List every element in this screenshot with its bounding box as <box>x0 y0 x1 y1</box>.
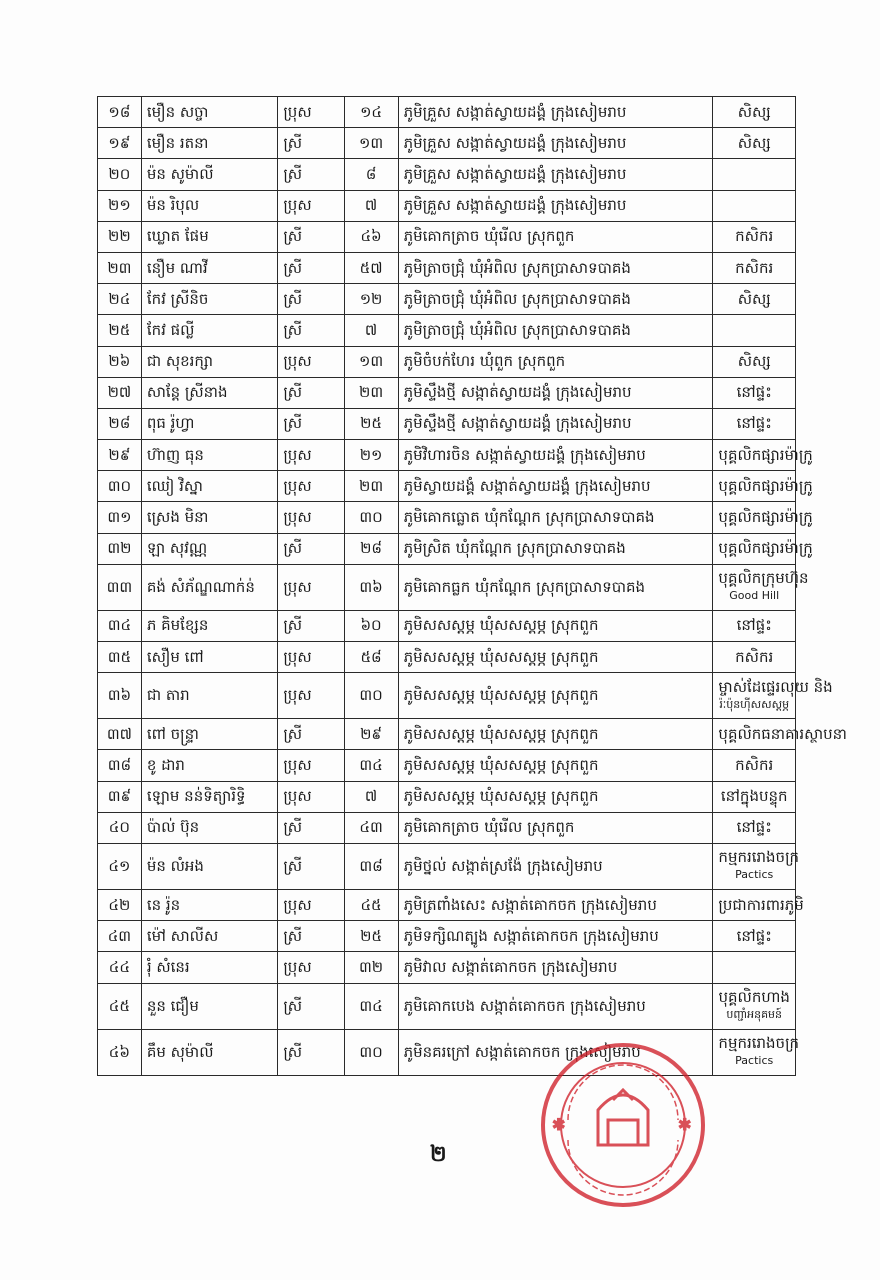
row-number-cell: ៣១ <box>98 502 142 533</box>
participant-table <box>97 96 847 1076</box>
occupation-cell <box>713 97 796 128</box>
name-cell: ស្រេង មិនា <box>141 502 278 533</box>
table-row <box>98 719 796 750</box>
row-number-cell: ៤៤ <box>98 952 142 983</box>
stamp-star-right: ✱ <box>678 1115 692 1134</box>
age-cell: ១២ <box>344 284 398 315</box>
name-cell: ប៉ាល់ ប៊ុន <box>141 812 278 843</box>
occupation-line: រ៉ៈប៉ុនហ៊ីសសស្តម្ភ <box>719 697 790 711</box>
name-cell: រុំ សំនេរ <box>141 952 278 983</box>
row-number-cell: ៣២ <box>98 533 142 564</box>
name-cell: គង់ សំភ័ណ្ឌណាក់ន់ <box>141 564 278 610</box>
table-row <box>98 97 796 128</box>
table-row <box>98 252 796 283</box>
occupation-line: ម្ចាស់ដែផ្ទេរលុយ និង <box>718 677 833 696</box>
table-row <box>98 128 796 159</box>
address-cell: ភូមិគោកត្រាច ឃុំរើល ស្រុកពួក <box>398 221 713 252</box>
row-number-cell: ៣៥ <box>98 642 142 673</box>
occupation-cell <box>713 719 847 750</box>
occupation-line: សិស្ស <box>737 133 771 152</box>
occupation-cell <box>713 128 796 159</box>
address-cell: ភូមិសសស្តម្ភ ឃុំសសស្តម្ភ ស្រុកពួក <box>398 642 713 673</box>
occupation-line: Good Hill <box>729 589 780 603</box>
occupation-cell <box>713 889 804 920</box>
official-stamp <box>538 1040 708 1210</box>
sex-cell: ស្រី <box>278 610 344 641</box>
occupation-line: បញ្ជាំអនុគមន៍ <box>726 1008 783 1021</box>
table-row <box>98 843 796 889</box>
occupation-cell <box>713 502 813 533</box>
table-row <box>98 781 796 812</box>
name-cell: កែវ ផល្លី <box>141 315 278 346</box>
occupation-cell <box>713 983 796 1029</box>
table-row <box>98 921 796 952</box>
occupation-line: ប្រជាការពារភូមិ <box>718 895 804 914</box>
address-cell: ភូមិគោកធ្លោត ឃុំកណ្តែក ស្រុកប្រាសាទបាគង <box>398 502 713 533</box>
name-cell: ម៉ន លំអង <box>141 843 278 889</box>
address-cell: ភូមិនគរក្រៅ សង្កាត់គោកចក ក្រុងសៀមរាប <box>398 1029 713 1075</box>
name-cell: ឈៀ វិស្នា <box>141 471 278 502</box>
age-cell: ៦០ <box>344 610 398 641</box>
sex-cell: ប្រុស <box>278 190 344 221</box>
table-row <box>98 533 796 564</box>
table-row <box>98 642 796 673</box>
sex-cell: ស្រី <box>278 719 344 750</box>
occupation-line: កសិករ <box>735 647 774 666</box>
name-cell: មឿន រតនា <box>141 128 278 159</box>
occupation-cell <box>713 377 796 408</box>
table-row <box>98 983 796 1029</box>
age-cell: ៣២ <box>344 952 398 983</box>
age-cell: ២៣ <box>344 471 398 502</box>
table-row <box>98 673 796 719</box>
address-cell: ភូមិចំបក់ហែរ ឃុំពួក ស្រុកពួក <box>398 346 713 377</box>
table-row <box>98 190 796 221</box>
sex-cell: ស្រី <box>278 983 344 1029</box>
age-cell: ៨ <box>344 159 398 190</box>
age-cell: ៤៥ <box>344 889 398 920</box>
address-cell: ភូមិថ្នល់ សង្កាត់ស្រង៉ែ ក្រុងសៀមរាប <box>398 843 713 889</box>
table-row <box>98 471 796 502</box>
name-cell: គឹម សុម៉ាលី <box>141 1029 278 1075</box>
row-number-cell: ៤៣ <box>98 921 142 952</box>
address-cell: ភូមិសសស្តម្ភ ឃុំសសស្តម្ភ ស្រុកពួក <box>398 719 713 750</box>
row-number-cell: ៣០ <box>98 471 142 502</box>
occupation-cell <box>713 221 796 252</box>
occupation-cell <box>713 284 796 315</box>
name-cell: នេ រ៉ូន <box>141 889 278 920</box>
row-number-cell: ២៩ <box>98 440 142 471</box>
sex-cell: ស្រី <box>278 408 344 439</box>
occupation-line: នៅផ្ទះ <box>736 383 772 402</box>
table-row <box>98 440 796 471</box>
table-row <box>98 812 796 843</box>
occupation-line: សិស្ស <box>737 352 771 371</box>
sex-cell: ប្រុស <box>278 97 344 128</box>
occupation-line: កម្មកររោងចក្រ <box>718 1034 800 1052</box>
row-number-cell: ២៨ <box>98 408 142 439</box>
name-cell: ខូ ដារា <box>141 750 278 781</box>
address-cell: ភូមិសសស្តម្ភ ឃុំសសស្តម្ភ ស្រុកពួក <box>398 781 713 812</box>
row-number-cell: ៣៦ <box>98 673 142 719</box>
sex-cell: ប្រុស <box>278 564 344 610</box>
stamp-inner-ring <box>561 1063 685 1187</box>
name-cell: សឿម ពៅ <box>141 642 278 673</box>
occupation-line: Pactics <box>735 868 774 882</box>
sex-cell: ស្រី <box>278 221 344 252</box>
occupation-cell <box>713 564 809 610</box>
row-number-cell: ១៩ <box>98 128 142 159</box>
address-cell: ភូមិគោកធ្លក ឃុំកណ្តែក ស្រុកប្រាសាទបាគង <box>398 564 713 610</box>
occupation-cell <box>713 952 796 983</box>
occupation-line: បុគ្គលិកក្រុមហ៊ុន <box>718 569 809 588</box>
occupation-cell <box>713 252 796 283</box>
table-row <box>98 502 796 533</box>
occupation-cell <box>713 610 796 641</box>
sex-cell: ស្រី <box>278 1029 344 1075</box>
name-cell: កែវ ស្រីនិច <box>141 284 278 315</box>
occupation-cell <box>713 471 813 502</box>
age-cell: ៧ <box>344 781 398 812</box>
table-row <box>98 284 796 315</box>
occupation-line: កសិករ <box>735 258 774 277</box>
age-cell: ២១ <box>344 440 398 471</box>
sex-cell: ស្រី <box>278 159 344 190</box>
sex-cell: ស្រី <box>278 843 344 889</box>
row-number-cell: ២២ <box>98 221 142 252</box>
name-cell: ម៉ន សូម៉ាលី <box>141 159 278 190</box>
name-cell: ម៉ៅ សាលីស <box>141 921 278 952</box>
sex-cell: ប្រុស <box>278 781 344 812</box>
address-cell: ភូមិត្រពាំងសេះ សង្កាត់គោកចក ក្រុងសៀមរាប <box>398 889 713 920</box>
age-cell: ៥៨ <box>344 642 398 673</box>
sex-cell: ប្រុស <box>278 952 344 983</box>
table-row <box>98 346 796 377</box>
occupation-line: នៅផ្ទះ <box>736 818 772 837</box>
occupation-line: នៅផ្ទះ <box>736 616 772 635</box>
name-cell: ម៉ន រិបុល <box>141 190 278 221</box>
row-number-cell: ៤៥ <box>98 983 142 1029</box>
participant-table-body <box>98 97 847 1076</box>
occupation-cell <box>713 781 796 812</box>
sex-cell: ស្រី <box>278 812 344 843</box>
age-cell: ៤៦ <box>344 221 398 252</box>
row-number-cell: ៣៩ <box>98 781 142 812</box>
table-row <box>98 377 796 408</box>
name-cell: ពុធ រ៉ូហ្វា <box>141 408 278 439</box>
address-cell: ភូមិស្ទឹងថ្មី សង្កាត់ស្វាយដង្គំ ក្រុងសៀមរាប <box>398 408 713 439</box>
row-number-cell: ១៨ <box>98 97 142 128</box>
table-row <box>98 564 796 610</box>
address-cell: ភូមិទក្សិណត្បូង សង្កាត់គោកចក ក្រុងសៀមរាប <box>398 921 713 952</box>
name-cell: ឡោម នន់ទិត្យារិទ្ធិ <box>141 781 278 812</box>
name-cell: ជា តារា <box>141 673 278 719</box>
occupation-cell <box>713 843 800 889</box>
occupation-cell <box>713 1029 800 1075</box>
occupation-cell <box>713 673 833 719</box>
sex-cell: ស្រី <box>278 921 344 952</box>
sex-cell: ប្រុស <box>278 346 344 377</box>
table-row <box>98 159 796 190</box>
age-cell: ២៥ <box>344 921 398 952</box>
age-cell: ៣៦ <box>344 564 398 610</box>
sex-cell: ស្រី <box>278 533 344 564</box>
row-number-cell: ២៣ <box>98 252 142 283</box>
name-cell: មឿន សច្ចា <box>141 97 278 128</box>
occupation-line: សិស្ស <box>737 102 771 121</box>
sex-cell: ប្រុស <box>278 889 344 920</box>
address-cell: ភូមិត្រាចជ្រុំ ឃុំអំពិល ស្រុកប្រាសាទបាគង <box>398 252 713 283</box>
address-cell: ភូមិគ្រួស សង្កាត់ស្វាយដង្គំ ក្រុងសៀមរាប <box>398 128 713 159</box>
occupation-cell <box>713 533 813 564</box>
address-cell: ភូមិគ្រួស សង្កាត់ស្វាយដង្គំ ក្រុងសៀមរាប <box>398 97 713 128</box>
address-cell: ភូមិគោកត្រាច ឃុំរើល ស្រុកពួក <box>398 812 713 843</box>
name-cell: នួន ជឿម <box>141 983 278 1029</box>
row-number-cell: ២៦ <box>98 346 142 377</box>
row-number-cell: ២៥ <box>98 315 142 346</box>
occupation-cell <box>713 921 796 952</box>
occupation-line: កម្មកររោងចក្រ <box>718 848 800 867</box>
occupation-line: នៅផ្ទះ <box>736 926 772 945</box>
sex-cell: ប្រុស <box>278 750 344 781</box>
sex-cell: ប្រុស <box>278 440 344 471</box>
row-number-cell: ៤១ <box>98 843 142 889</box>
occupation-line: បុគ្គលិកផ្សារម៉ាក្រូ <box>718 476 813 495</box>
age-cell: ២៨ <box>344 533 398 564</box>
table-row <box>98 750 796 781</box>
occupation-cell <box>713 440 813 471</box>
occupation-cell <box>713 812 796 843</box>
occupation-line: Pactics <box>735 1054 774 1067</box>
row-number-cell: ២៤ <box>98 284 142 315</box>
table-row <box>98 952 796 983</box>
address-cell: ភូមិត្រាចជ្រុំ ឃុំអំពិល ស្រុកប្រាសាទបាគង <box>398 284 713 315</box>
age-cell: ២៩ <box>344 719 398 750</box>
table-row <box>98 610 796 641</box>
age-cell: ៧ <box>344 190 398 221</box>
age-cell: ១៤ <box>344 97 398 128</box>
address-cell: ភូមិវាល សង្កាត់គោកចក ក្រុងសៀមរាប <box>398 952 713 983</box>
name-cell: សាន្តែ ស្រីនាង <box>141 377 278 408</box>
age-cell: ៥៧ <box>344 252 398 283</box>
row-number-cell: ៤០ <box>98 812 142 843</box>
address-cell: ភូមិស្វាយដង្គំ សង្កាត់ស្វាយដង្គំ ក្រុងសៀមរាប <box>398 471 713 502</box>
occupation-line: នៅផ្ទះ <box>736 414 772 433</box>
occupation-line: នៅក្នុងបន្ទុក <box>720 787 788 806</box>
age-cell: ១៣ <box>344 346 398 377</box>
age-cell: ៣០ <box>344 502 398 533</box>
occupation-cell <box>713 642 796 673</box>
address-cell: ភូមិសសស្តម្ភ ឃុំសសស្តម្ភ ស្រុកពួក <box>398 610 713 641</box>
age-cell: ២៥ <box>344 408 398 439</box>
table-row <box>98 408 796 439</box>
page-number: ២ <box>430 1141 447 1167</box>
stamp-star-left: ✱ <box>552 1115 566 1134</box>
occupation-line: កសិករ <box>735 227 774 246</box>
occupation-cell <box>713 159 796 190</box>
table-row <box>98 889 796 920</box>
name-cell: ឡា សុវណ្ណ <box>141 533 278 564</box>
age-cell: ២៣ <box>344 377 398 408</box>
age-cell: ៧ <box>344 315 398 346</box>
age-cell: ៣៤ <box>344 750 398 781</box>
occupation-line: បុគ្គលិកផ្សារម៉ាក្រូ <box>718 445 813 464</box>
address-cell: ភូមិត្រាចជ្រុំ ឃុំអំពិល ស្រុកប្រាសាទបាគង <box>398 315 713 346</box>
sex-cell: ប្រុស <box>278 471 344 502</box>
row-number-cell: ៤២ <box>98 889 142 920</box>
sex-cell: ស្រី <box>278 128 344 159</box>
address-cell: ភូមិស្រិត ឃុំកណ្តែក ស្រុកប្រាសាទបាគង <box>398 533 713 564</box>
occupation-line: បុគ្គលិកផ្សារម៉ាក្រូ <box>718 508 813 527</box>
occupation-cell <box>713 315 796 346</box>
row-number-cell: ៣៨ <box>98 750 142 781</box>
row-number-cell: ២១ <box>98 190 142 221</box>
occupation-cell <box>713 750 796 781</box>
address-cell: ភូមិស្ទឹងថ្មី សង្កាត់ស្វាយដង្គំ ក្រុងសៀមរាប <box>398 377 713 408</box>
name-cell: ពៅ ចន្ទ្រា <box>141 719 278 750</box>
name-cell: ហ៊ាញ ធុន <box>141 440 278 471</box>
sex-cell: ស្រី <box>278 284 344 315</box>
sex-cell: ស្រី <box>278 315 344 346</box>
stamp-emblem <box>598 1090 648 1145</box>
row-number-cell: ៤៦ <box>98 1029 142 1075</box>
age-cell: ៣០ <box>344 673 398 719</box>
row-number-cell: ២៧ <box>98 377 142 408</box>
row-number-cell: ២០ <box>98 159 142 190</box>
row-number-cell: ៣៣ <box>98 564 142 610</box>
address-cell: ភូមិគ្រួស សង្កាត់ស្វាយដង្គំ ក្រុងសៀមរាប <box>398 159 713 190</box>
occupation-line: បុគ្គលិកផ្សារម៉ាក្រូ <box>718 539 813 558</box>
occupation-line: បុគ្គលិកហាង <box>718 988 790 1006</box>
occupation-line: កសិករ <box>735 755 774 774</box>
row-number-cell: ៣៧ <box>98 719 142 750</box>
age-cell: ៣៤ <box>344 983 398 1029</box>
sex-cell: ប្រុស <box>278 642 344 673</box>
age-cell: ១៣ <box>344 128 398 159</box>
name-cell: ជា សុខរក្សា <box>141 346 278 377</box>
name-cell: ភ គិមខ្សែន <box>141 610 278 641</box>
sex-cell: ស្រី <box>278 252 344 283</box>
table-row <box>98 221 796 252</box>
name-cell: នឿម ណាវី <box>141 252 278 283</box>
age-cell: ៣៨ <box>344 843 398 889</box>
sex-cell: ប្រុស <box>278 502 344 533</box>
address-cell: ភូមិគ្រួស សង្កាត់ស្វាយដង្គំ ក្រុងសៀមរាប <box>398 190 713 221</box>
sex-cell: ស្រី <box>278 377 344 408</box>
occupation-cell <box>713 346 796 377</box>
occupation-cell <box>713 408 796 439</box>
occupation-line: សិស្ស <box>737 289 771 308</box>
table-row <box>98 315 796 346</box>
age-cell: ៣០ <box>344 1029 398 1075</box>
address-cell: ភូមិគោកបេង សង្កាត់គោកចក ក្រុងសៀមរាប <box>398 983 713 1029</box>
stamp-top-text-arc <box>568 1065 678 1120</box>
address-cell: ភូមិសសស្តម្ភ ឃុំសសស្តម្ភ ស្រុកពួក <box>398 673 713 719</box>
occupation-line: បុគ្គលិកធនាគារស្ថាបនា <box>718 724 847 743</box>
row-number-cell: ៣៤ <box>98 610 142 641</box>
occupation-cell <box>713 190 796 221</box>
age-cell: ៤៣ <box>344 812 398 843</box>
name-cell: ឃ្លោត ផែម <box>141 221 278 252</box>
address-cell: ភូមិសសស្តម្ភ ឃុំសសស្តម្ភ ស្រុកពួក <box>398 750 713 781</box>
address-cell: ភូមិវិហារចិន សង្កាត់ស្វាយដង្គំ ក្រុងសៀមរាប <box>398 440 713 471</box>
sex-cell: ប្រុស <box>278 673 344 719</box>
